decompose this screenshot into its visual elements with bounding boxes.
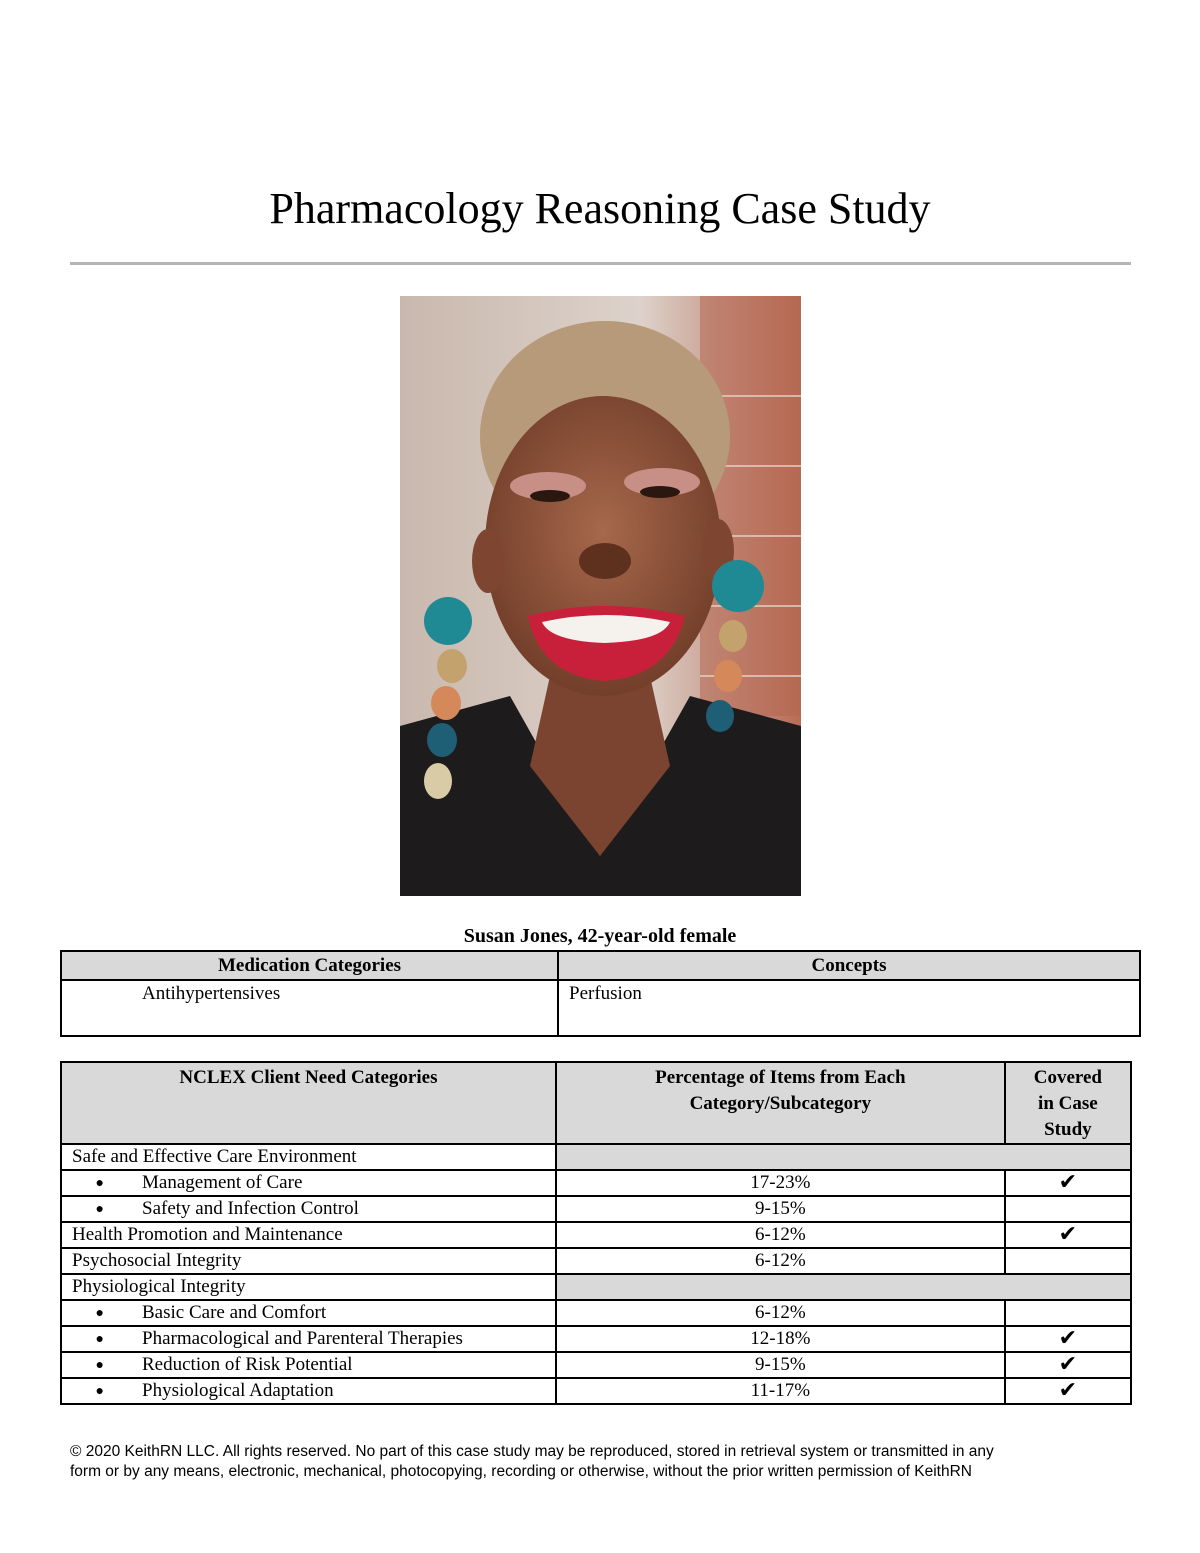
table-row (61, 1274, 1131, 1300)
percentage-cell: 6-12% (556, 1222, 1005, 1248)
shaded-cell (556, 1274, 1131, 1300)
covered-header: Covered in Case Study (1005, 1062, 1131, 1144)
checkmark-icon: ✔ (1005, 1170, 1131, 1196)
table-row (61, 1222, 1131, 1248)
percentage-cell: 12-18% (556, 1326, 1005, 1352)
medication-categories-header: Medication Categories (61, 951, 558, 980)
subcategory-label: Safety and Infection Control (142, 1197, 359, 1219)
medication-table (60, 950, 1141, 1037)
bullet-icon: ● (95, 1331, 104, 1347)
title-divider (70, 262, 1131, 265)
category-label: Health Promotion and Maintenance (61, 1222, 556, 1248)
checkmark-icon: ✔ (1005, 1378, 1131, 1404)
patient-photo (400, 296, 801, 896)
table-row (61, 1326, 1131, 1352)
nclex-categories-header: NCLEX Client Need Categories (61, 1062, 556, 1144)
subcategory-label: Physiological Adaptation (142, 1379, 334, 1401)
covered-cell (1005, 1248, 1131, 1274)
checkmark-icon: ✔ (1005, 1352, 1131, 1378)
table-row (61, 1144, 1131, 1170)
table-row (61, 1248, 1131, 1274)
table-row (61, 1378, 1131, 1404)
subcategory-label: Reduction of Risk Potential (142, 1353, 353, 1375)
copyright-line-1: © 2020 KeithRN LLC. All rights reserved. No part of this case study may be reproduced, stored in retrieval system or transmitted in any (70, 1443, 994, 1460)
medication-category-cell: Antihypertensives (61, 980, 558, 1036)
checkmark-icon: ✔ (1005, 1222, 1131, 1248)
percentage-cell: 11-17% (556, 1378, 1005, 1404)
category-label: Physiological Integrity (61, 1274, 556, 1300)
shaded-cell (556, 1144, 1131, 1170)
bullet-icon: ● (95, 1175, 104, 1191)
percentage-header: Percentage of Items from Each Category/Subcategory (556, 1062, 1005, 1144)
covered-cell (1005, 1300, 1131, 1326)
percentage-cell: 17-23% (556, 1170, 1005, 1196)
covered-cell (1005, 1196, 1131, 1222)
table-row (61, 1170, 1131, 1196)
checkmark-icon: ✔ (1005, 1326, 1131, 1352)
table-row (61, 1196, 1131, 1222)
subcategory-label: Pharmacological and Parenteral Therapies (142, 1327, 463, 1349)
percentage-cell: 9-15% (556, 1196, 1005, 1222)
bullet-icon: ● (95, 1305, 104, 1321)
subcategory-label: Basic Care and Comfort (142, 1301, 327, 1323)
category-label: Safe and Effective Care Environment (61, 1144, 556, 1170)
copyright-footer (70, 1442, 1140, 1482)
bullet-icon: ● (95, 1383, 104, 1399)
category-label: Psychosocial Integrity (61, 1248, 556, 1274)
percentage-cell: 9-15% (556, 1352, 1005, 1378)
concept-cell: Perfusion (558, 980, 1140, 1036)
copyright-line-2: form or by any means, electronic, mechanical, photocopying, recording or otherwise, without the prior written permission of KeithRN (70, 1463, 972, 1480)
patient-caption: Susan Jones, 42-year-old female (463, 925, 737, 947)
concepts-header: Concepts (558, 951, 1140, 980)
percentage-cell: 6-12% (556, 1248, 1005, 1274)
page-title: Pharmacology Reasoning Case Study (269, 184, 931, 233)
table-row (61, 1352, 1131, 1378)
bullet-icon: ● (95, 1357, 104, 1373)
percentage-cell: 6-12% (556, 1300, 1005, 1326)
subcategory-label: Management of Care (142, 1171, 303, 1193)
nclex-table (60, 1061, 1132, 1405)
bullet-icon: ● (95, 1201, 104, 1217)
table-row (61, 1300, 1131, 1326)
